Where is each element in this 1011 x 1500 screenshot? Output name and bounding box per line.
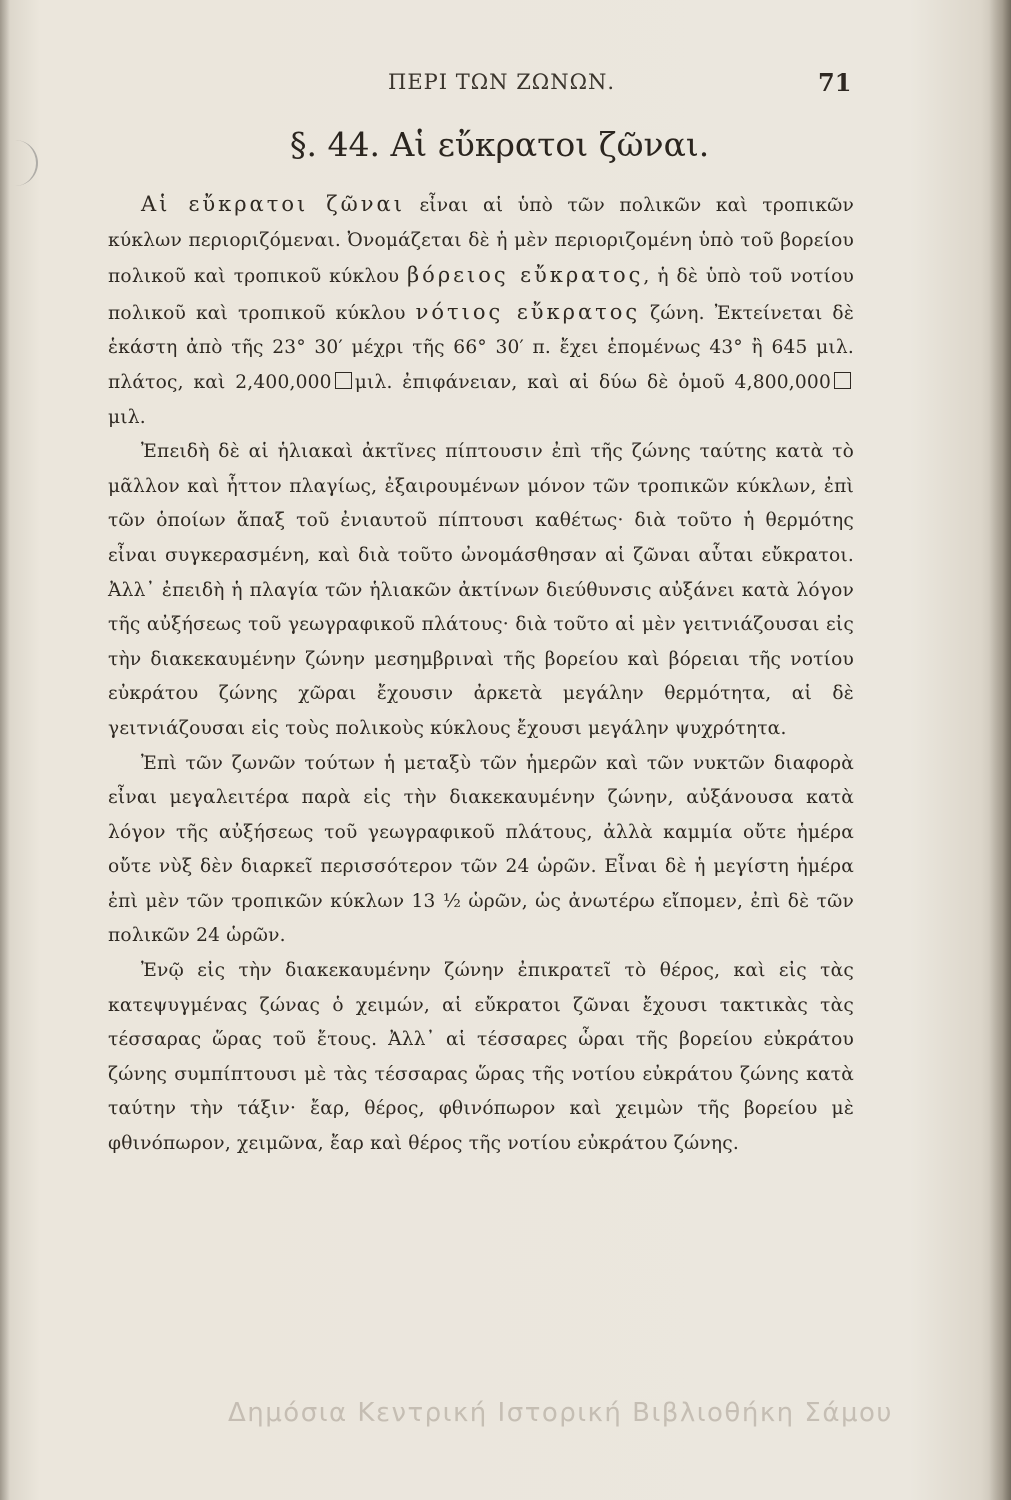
term-north-temperate: βόρειος εὔκρατος (407, 263, 644, 288)
body-text (108, 187, 854, 1162)
library-watermark: Δημόσια Κεντρική Ιστορική Βιβλιοθήκη Σάμου (228, 1398, 893, 1428)
term-temperate-zones: Αἱ εὔκρατοι ζῶναι (141, 192, 405, 216)
square-unit-icon (834, 372, 851, 389)
page-edge-shadow (989, 0, 1011, 1500)
square-unit-icon (335, 372, 352, 389)
section-heading: §. 44. Αἱ εὔκρατοι ζῶναι. (290, 125, 710, 164)
paragraph-1-text-d: μιλ. ἐπιφάνειαν, καὶ αἱ δύω δὲ ὁμοῦ 4,800,000 (354, 371, 831, 393)
paragraph-3: Ἐπὶ τῶν ζωνῶν τούτων ἡ μεταξὺ τῶν ἡμερῶν καὶ τῶν νυκτῶν διαφορὰ εἶναι μεγαλειτέρα παρὰ εἰς τὴν διακεκαυμένην ζώνην, αὐξάνουσα κατὰ λόγον τῆς αὐξήσεως τοῦ γεωγραφικοῦ πλάτους, ἀλλὰ καμμία οὔτε ἡμέρα οὔτε νὺξ δὲν διαρκεῖ περισσότερον τῶν 24 ὡρῶν. Εἶναι δὲ ἡ μεγίστη ἡμέρα ἐπὶ μὲν τῶν τροπικῶν κύκλων 13 ½ ὡρῶν, ὡς ἀνωτέρω εἴπομεν, ἐπὶ δὲ τῶν πολικῶν 24 ὡρῶν. (108, 752, 854, 947)
page-number: 71 (818, 68, 852, 97)
running-title: ΠΕΡΙ ΤΩΝ ΖΩΝΩΝ. (388, 70, 616, 94)
running-header (0, 70, 1011, 100)
term-south-temperate: νότιος εὔκρατος (415, 299, 641, 324)
page-gutter-shadow (0, 0, 10, 1500)
paragraph-4: Ἐνῷ εἰς τὴν διακεκαυμένην ζώνην ἐπικρατεῖ τὸ θέρος, καὶ εἰς τὰς κατεψυγμένας ζώνας ὁ χειμών, αἱ εὔκρατοι ζῶναι ἔχουσι τακτικὰς τὰς τέσσαρας ὥρας τοῦ ἔτους. Ἀλλ᾽ αἱ τέσσαρες ὧραι τῆς βορείου εὐκράτου ζώνης συμπίπτουσι μὲ τὰς τέσσαρας ὥρας τῆς νοτίου εὐκράτου ζώνης κατὰ ταύτην τὴν τάξιν· ἔαρ, θέρος, φθινόπωρον καὶ χειμὼν τῆς βορείου μὲ φθινόπωρον, χειμῶνα, ἔαρ καὶ θέρος τῆς νοτίου εὐκράτου ζώνης. (108, 960, 854, 1155)
paragraph-1-text-b: , ἡ δὲ ὑπὸ τοῦ νοτίου πολικοῦ καὶ τροπικοῦ κύκλου (108, 266, 854, 324)
paragraph-1-text-a: εἶναι αἱ ὑπὸ τῶν πολικῶν καὶ τροπικῶν κύκλων περιοριζόμεναι. Ὀνομάζεται δὲ ἡ μὲν περιοριζομένη ὑπὸ τοῦ βορείου πολικοῦ καὶ τροπικοῦ κύκλου (108, 195, 855, 288)
margin-mark (0, 140, 38, 186)
paragraph-1-text-c: ζώνη. Ἐκτείνεται δὲ ἑκάστη ἀπὸ τῆς 23° 30′ μέχρι τῆς 66° 30′ π. ἔχει ἑπομένως 43° ἢ 645 μιλ. πλάτος, καὶ 2,400,000 (108, 302, 854, 393)
paragraph-1-text-e: μιλ. (108, 406, 146, 428)
paragraph-1 (108, 187, 854, 435)
paragraph-2: Ἐπειδὴ δὲ αἱ ἡλιακαὶ ἀκτῖνες πίπτουσιν ἐπὶ τῆς ζώνης ταύτης κατὰ τὸ μᾶλλον καὶ ἧττον πλαγίως, ἐξαιρουμένων μόνον τῶν τροπικῶν κύκλων, ἐπὶ τῶν ὁποίων ἅπαξ τοῦ ἐνιαυτοῦ πίπτουσι καθέτως· διὰ τοῦτο ἡ θερμότης εἶναι συγκερασμένη, καὶ διὰ τοῦτο ὠνομάσθησαν αἱ ζῶναι αὗται εὔκρατοι. Ἀλλ᾽ ἐπειδὴ ἡ πλαγία τῶν ἡλιακῶν ἀκτίνων διεύθυνσις αὐξάνει κατὰ λόγον τῆς αὐξήσεως τοῦ γεωγραφικοῦ πλάτους· διὰ τοῦτο αἱ μὲν γειτνιάζουσαι εἰς τὴν διακεκαυμένην ζώνην μεσημβριναὶ τῆς βορείου καὶ βόρειαι τῆς νοτίου εὐκράτου ζώνης χῶραι ἔχουσιν ἀρκετὰ μεγάλην θερμότητα, αἱ δὲ γειτνιάζουσαι εἰς τοὺς πολικοὺς κύκλους ἔχουσι μεγάλην ψυχρότητα. (108, 441, 854, 739)
